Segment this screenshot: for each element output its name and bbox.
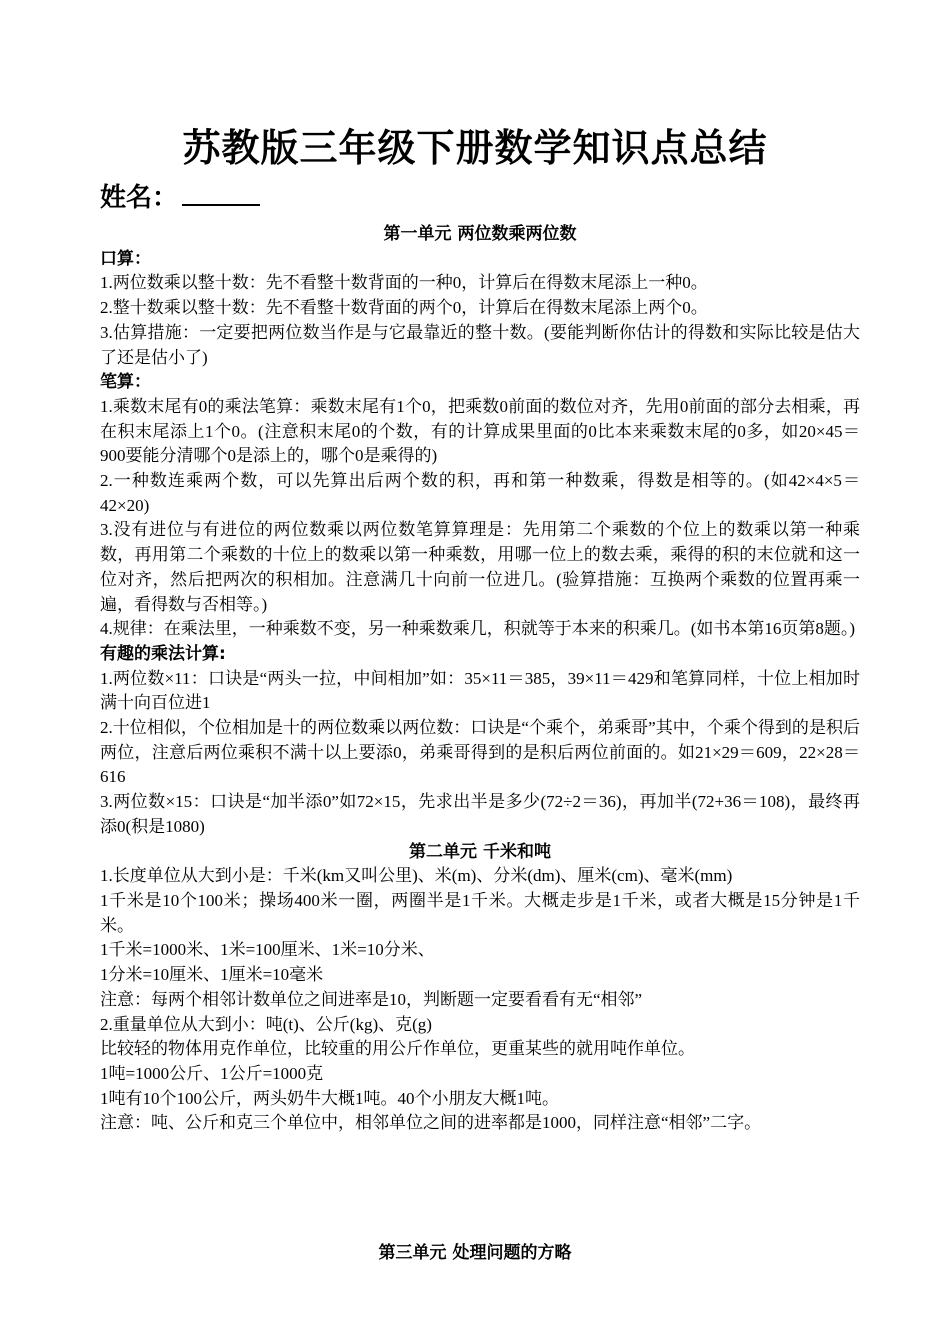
unit2-line: 2.重量单位从大到小：吨(t)、公斤(kg)、克(g) [100,1014,432,1034]
unit2-line: 1吨有10个100公斤，两头奶牛大概1吨。40个小朋友大概1吨。 [100,1088,559,1108]
fun-item: 1.两位数×11：口诀是“两头一拉，中间相加”如：35×11＝385，39×11＝429和笔算同样，十位上相加时满十向百位进1 [100,668,860,713]
written-heading: 笔算： [100,372,151,393]
unit2-line: 1分米=10厘米、1厘米=10毫米 [100,965,324,985]
fun-item: 2.十位相似，个位相加是十的两位数乘以两位数：口诀是“个乘个，弟乘哥”其中，个乘个得到的是积后两位，注意后两位乘积不满十以上要添0，弟乘哥得到的是积后两位前面的。如21×29＝609，22×28＝616 [100,718,860,787]
name-blank-line[interactable] [182,180,260,206]
unit3-heading: 第三单元 处理问题的方略 [378,1243,572,1263]
fun-heading: 有趣的乘法计算: [100,643,226,664]
unit2-line: 比较轻的物体用克作单位，比较重的用公斤作单位，更重某些的就用吨作单位。 [100,1039,695,1059]
written-item: 4.规律：在乘法里，一种乘数不变，另一种乘数乘几，积就等于本来的积乘几。(如书本第16页第8题。) [100,619,856,639]
written-item: 2.一种数连乘两个数，可以先算出后两个数的积，再和第一种数乘，得数是相等的。(如42×4×5＝42×20) [100,471,860,515]
document-body [100,222,860,1136]
unit2-line: 1吨=1000公斤、1公斤=1000克 [100,1063,324,1083]
name-label: 姓名： [100,183,179,213]
unit2-heading: 第二单元 千米和吨 [409,841,551,862]
unit2-line: 1千米=1000米、1米=100厘米、1米=10分米、 [100,940,435,960]
oral-item: 3.估算措施：一定要把两位数当作是与它最靠近的整十数。(要能判断你估计的得数和实际比较是估大了还是估小了) [100,322,860,367]
oral-heading: 口算： [100,248,151,269]
unit2-line: 1千米是10个100米；操场400米一圈，两圈半是1千米。大概走步是1千米，或者大概是15分钟是1千米。 [100,890,860,935]
oral-item: 1.两位数乘以整十数：先不看整十数背面的一种0，计算后在得数末尾添上一种0。 [100,273,708,293]
written-item: 1.乘数末尾有0的乘法笔算：乘数末尾有1个0，把乘数0前面的数位对齐，先用0前面的部分去相乘，再在积末尾添上1个0。(注意积末尾0的个数，有的计算成果里面的0比本来乘数末尾的0多，如20×45＝900要能分清哪个0是添上的，哪个0是乘得的) [100,396,860,466]
unit2-line: 注意：吨、公斤和克三个单位中，相邻单位之间的进率都是1000，同样注意“相邻”二字。 [100,1113,762,1133]
oral-item: 2.整十数乘以整十数：先不看整十数背面的两个0，计算后在得数末尾添上两个0。 [100,298,708,318]
name-field [100,180,260,215]
unit2-line: 注意：每两个相邻计数单位之间进率是10，判断题一定要看看有无“相邻” [100,989,643,1009]
fun-item: 3.两位数×15：口诀是“加半添0”如72×15，先求出半是多少(72÷2＝36)，再加半(72+36＝108)，最终再添0(积是1080) [100,792,860,836]
document-title: 苏教版三年级下册数学知识点总结 [182,126,768,170]
unit1-heading: 第一单元 两位数乘两位数 [383,224,577,244]
unit2-line: 1.长度单位从大到小是：千米(km又叫公里)、米(m)、分米(dm)、厘米(cm)、毫米(mm) [100,866,733,886]
written-item: 3.没有进位与有进位的两位数乘以两位数笔算算理是：先用第二个乘数的个位上的数乘以第一种乘数，再用第二个乘数的十位上的数乘以第一种乘数，用哪一位上的数去乘，乘得的积的末位就和这一位对齐，然后把两次的积相加。注意满几十向前一位进几。(验算措施：互换两个乘数的位置再乘一遍，看得数与否相等。) [100,520,860,614]
